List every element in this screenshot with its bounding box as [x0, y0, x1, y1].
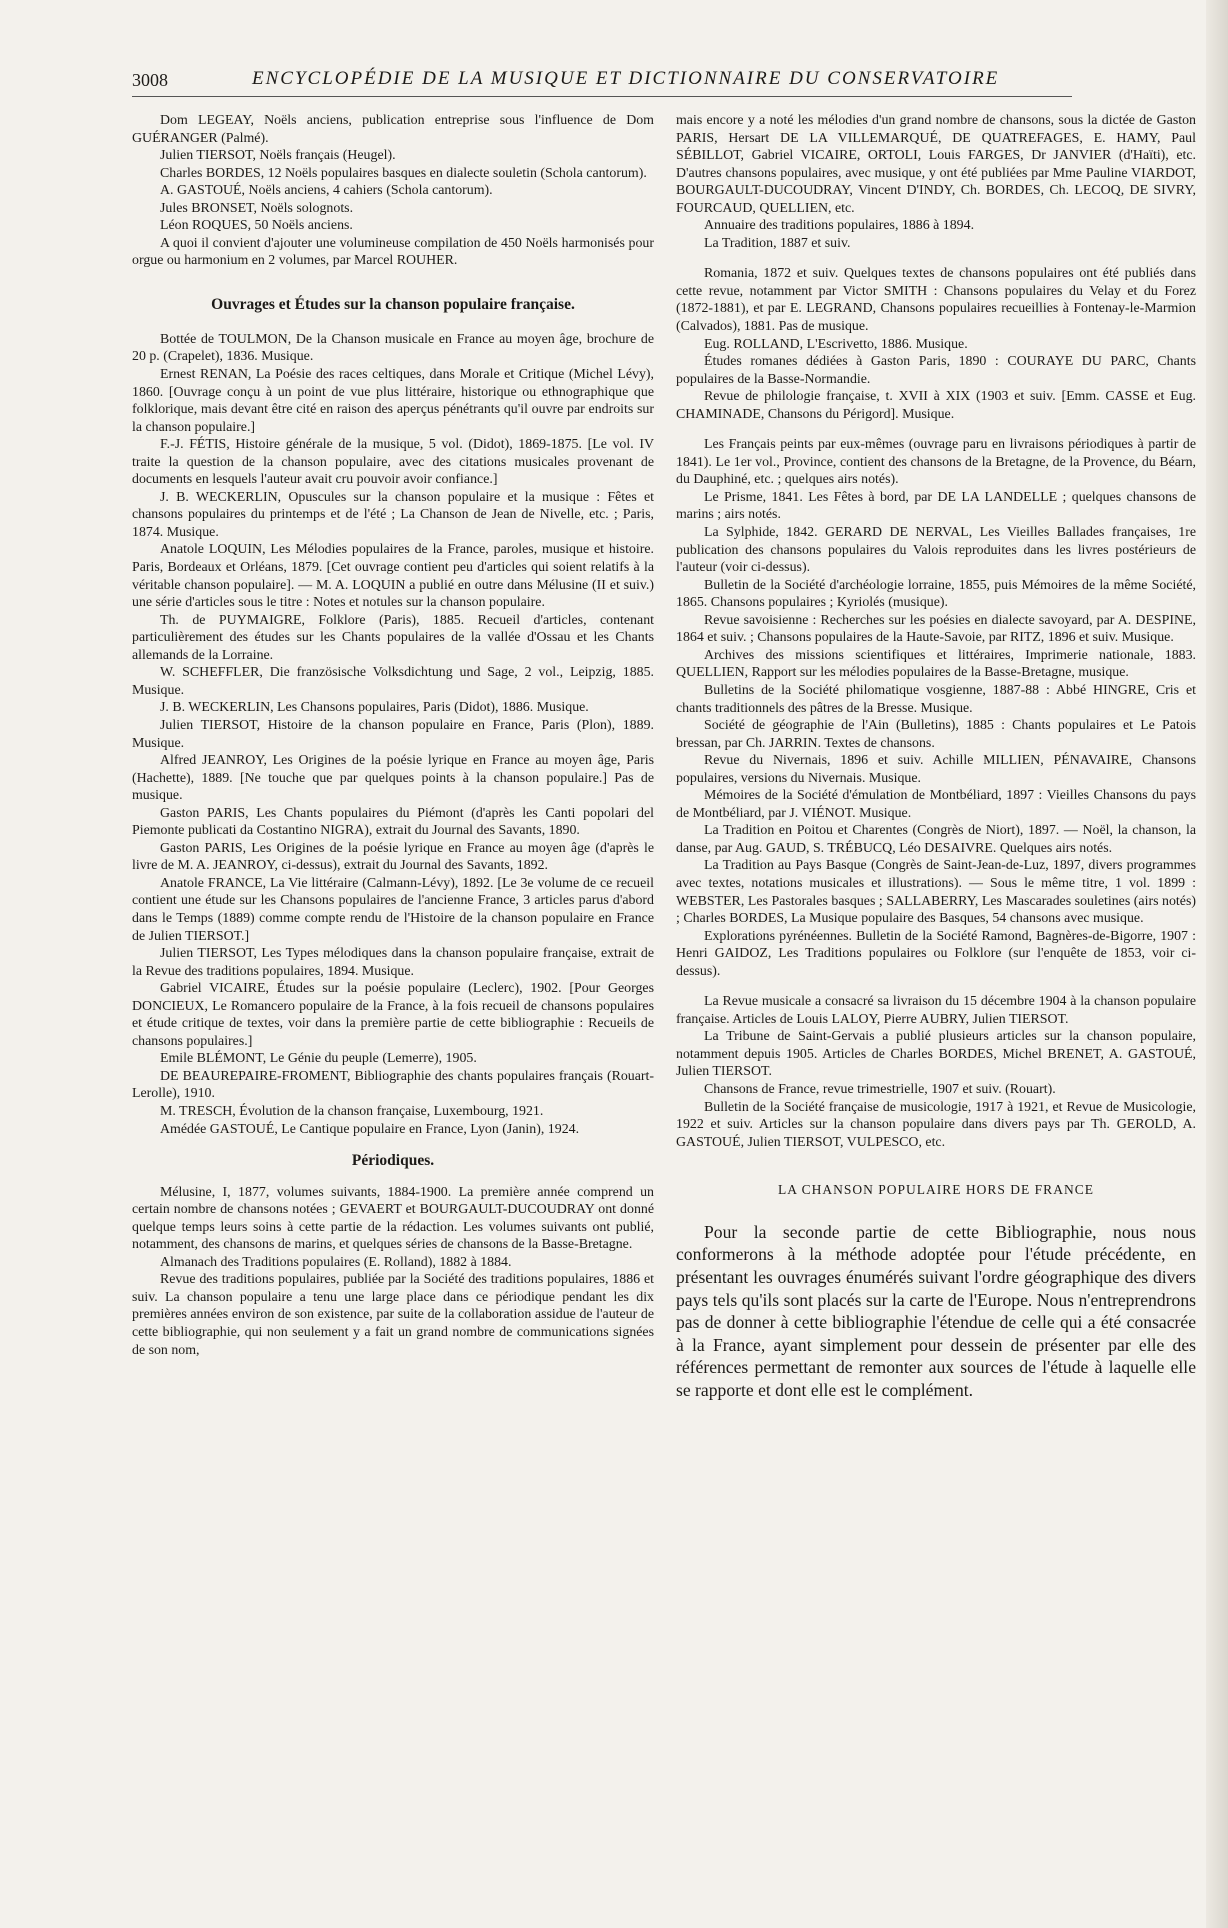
bib-entry: Th. de PUYMAIGRE, Folklore (Paris), 1885. Recueil d'articles, contenant particulièrement des études sur les Chants populaires de la vallée d'Ossau et les Chants allemands de la Lorraine. — [132, 612, 654, 663]
bib-entry: Société de géographie de l'Ain (Bulletins), 1885 : Chants populaires et Le Patois bressan, par Ch. JARRIN. Textes de chansons. — [676, 718, 1196, 751]
bib-entry: M. TRESCH, Évolution de la chanson française, Luxembourg, 1921. — [160, 1103, 544, 1119]
bib-entry: Mélusine, I, 1877, volumes suivants, 1884-1900. La première année comprend un certain nombre de chansons notées ; GEVAERT et BOURGAULT-DUCOUDRAY ont donné quelque temps leurs soins à cette partie de la rédaction. Les volumes suivants ont publié, notamment, des chansons de marins, et quelques séries de chansons de la Basse-Bretagne. — [132, 1184, 654, 1253]
bib-entry: Charles BORDES, 12 Noëls populaires basques en dialecte souletin (Schola cantorum). — [160, 165, 647, 181]
bib-entry: Julien TIERSOT, Histoire de la chanson populaire en France, Paris (Plon), 1889. Musique. — [132, 717, 654, 751]
bib-entry: Dom LEGEAY, Noëls anciens, publication entreprise sous l'influence de Dom GUÉRANGER (Palmé). — [132, 113, 654, 146]
running-title: ENCYCLOPÉDIE DE LA MUSIQUE ET DICTIONNAIRE DU CONSERVATOIRE — [252, 68, 1000, 89]
bib-entry: Études romanes dédiées à Gaston Paris, 1890 : COURAYE DU PARC, Chants populaires de la Basse-Normandie. — [676, 354, 1196, 387]
bib-entry: La Sylphide, 1842. GERARD DE NERVAL, Les Vieilles Ballades françaises, 1re publication des chansons populaires du Valois reproduites dans les livres postérieurs de l'auteur (voir ci-dessus). — [676, 525, 1196, 576]
header-rule — [132, 96, 1072, 97]
section-title-hors-de-france: LA CHANSON POPULAIRE HORS DE FRANCE — [778, 1182, 1094, 1198]
bib-entry: Léon ROQUES, 50 Noëls anciens. — [160, 218, 353, 234]
bib-entry: mais encore y a noté les mélodies d'un grand nombre de chansons, sous la dictée de Gaston PARIS, Hersart DE LA VILLEMARQUÉ, DE QUATREFAGES, E. HAMY, Paul SÉBILLOT, Gabriel VICAIRE, ORTOLI, Louis FARGES, Dr JANVIER (d'Haïti), etc. D'autres chansons populaires, avec musique, y ont été publiées par Mme Pauline VIARDOT, BOURGAULT-DUCOUDRAY, Vincent D'INDY, Ch. BORDES, Ch. LECOQ, DE SIVRY, FOURCAUD, QUELLIEN, etc. — [676, 113, 1196, 216]
bib-entry: Anatole LOQUIN, Les Mélodies populaires de la France, paroles, musique et histoire. Paris, Bordeaux et Orléans, 1879. [Cet ouvrage contient peu d'articles qui soient relatifs à la véritable chanson populaire]. — M. A. LOQUIN a publié en outre dans Mélusine (II et suiv.) une série d'articles sous le titre : Notes et notules sur la chanson populaire. — [132, 542, 654, 611]
page-number: 3008 — [132, 70, 168, 90]
bib-entry: Le Prisme, 1841. Les Fêtes à bord, par DE LA LANDELLE ; quelques chansons de marins ; airs notés. — [676, 489, 1196, 523]
bib-entry: Les Français peints par eux-mêmes (ouvrage paru en livraisons périodiques à partir de 1841). Le 1er vol., Province, contient des chansons de la Bretagne, de la Provence, du Béarn, du Dauphiné, etc. ; quelques airs notés). — [676, 437, 1196, 488]
bib-entry: Annuaire des traditions populaires, 1886 à 1894. — [704, 218, 975, 234]
bib-entry: Revue des traditions populaires, publiée par la Société des traditions populaires, 1886 et suiv. La chanson populaire a tenu une large place dans ce périodique pendant les dix premières années environ de son existence, par suite de la collaboration assidue de l'auteur de cette bibliographie, qui non seulement y a fait un grand nombre de communications signées de son nom, — [132, 1272, 654, 1358]
bib-entry: Chansons de France, revue trimestrielle, 1907 et suiv. (Rouart). — [704, 1081, 1056, 1097]
bib-entry: Mémoires de la Société d'émulation de Montbéliard, 1897 : Vieilles Chansons du pays de Montbéliard, par J. VIÉNOT. Musique. — [676, 788, 1196, 821]
bib-entry: Ernest RENAN, La Poésie des races celtiques, dans Morale et Critique (Michel Lévy), 1860. [Ouvrage conçu à un point de vue plus littéraire, historique ou ethnographique que folklorique, mais devant être cité en raison des aperçus pénétrants qu'il ouvre par endroits sur la chanson populaire.] — [132, 367, 654, 435]
section-heading-ouvrages: Ouvrages et Études sur la chanson populaire française. — [211, 295, 575, 313]
section-heading-periodiques: Périodiques. — [351, 1152, 435, 1170]
bib-entry: F.-J. FÉTIS, Histoire générale de la musique, 5 vol. (Didot), 1869-1875. [Le vol. IV traite la question de la chanson populaire, avec des citations musicales provenant de documents en lesquels l'auteur avait cru pouvoir avoir confiance.] — [132, 437, 654, 488]
bib-entry: La Tradition en Poitou et Charentes (Congrès de Niort), 1897. — Noël, la chanson, la danse, par Aug. GAUD, S. TRÉBUCQ, Léo DESAIVRE. Quelques airs notés. — [676, 823, 1196, 856]
bib-entry: Gaston PARIS, Les Origines de la poésie lyrique en France au moyen âge (d'après le livre de M. A. JEANROY, ci-dessus), extrait du Journal des Savants, 1892. — [132, 840, 654, 874]
bib-entry: Jules BRONSET, Noëls solognots. — [160, 200, 354, 216]
bib-entry: DE BEAUREPAIRE-FROMENT, Bibliographie des chants populaires français (Rouart-Lerolle), 1910. — [132, 1068, 654, 1102]
bib-entry: J. B. WECKERLIN, Opuscules sur la chanson populaire et la musique : Fêtes et chansons populaires du printemps et de l'été ; La Chanson de Jean de Nivelle, etc. ; Paris, 1874. Musique. — [132, 489, 654, 540]
bib-entry: J. B. WECKERLIN, Les Chansons populaires, Paris (Didot), 1886. Musique. — [160, 700, 589, 716]
bib-entry: Gaston PARIS, Les Chants populaires du Piémont (d'après les Canti popolari del Piemonte publicati da Costantino NIGRA), extrait du Journal des Savants, 1890. — [132, 805, 654, 839]
spacer — [676, 252, 1196, 265]
bib-entry: Bulletin de la Société d'archéologie lorraine, 1855, puis Mémoires de la même Société, 1865. Chansons populaires ; Kyriolés (musique). — [676, 577, 1196, 611]
bib-entry: Emile BLÉMONT, Le Génie du peuple (Lemerre), 1905. — [160, 1051, 477, 1067]
closing-paragraph: Pour la seconde partie de cette Bibliographie, nous nous conformerons à la méthode adoptée pour l'étude précédente, en présentant les ouvrages énumérés suivant l'ordre géographique des divers pays tels qu'ils sont placés sur la carte de l'Europe. Nous n'entreprendrons pas de donner à cette bibliographie l'étendue de celle qui a été consacrée à la France, ayant simplement pour dessein de présenter par elle des références permettant de remonter aux sources de l'étude à laquelle elle se rapporte et dont elle est le complément. — [676, 1221, 1196, 1400]
bib-entry: Explorations pyrénéennes. Bulletin de la Société Ramond, Bagnères-de-Bigorre, 1907 : Henri GAIDOZ, Les Traditions populaires ou Folklore (sur l'enquête de 1853, voir ci-dessus). — [676, 928, 1196, 979]
bib-entry: Amédée GASTOUÉ, Le Cantique populaire en France, Lyon (Janin), 1924. — [160, 1121, 580, 1137]
page-header — [132, 66, 1072, 102]
bib-entry: Bulletins de la Société philomatique vosgienne, 1887-88 : Abbé HINGRE, Cris et chants traditionnels des pâtres de la Bresse. Musique. — [676, 682, 1196, 716]
spacer — [676, 980, 1196, 993]
page-edge-shadow — [1206, 0, 1228, 1928]
bib-entry: Alfred JEANROY, Les Origines de la poésie lyrique en France au moyen âge, Paris (Hachette), 1889. [Ne touche que par quelques points à la chanson populaire.] Pas de musique. — [132, 753, 654, 804]
bib-entry: Archives des missions scientifiques et littéraires, Imprimerie nationale, 1883. QUELLIEN, Rapport sur les mélodies populaires de la Basse-Bretagne, musique. — [676, 647, 1196, 681]
bib-entry: Eug. ROLLAND, L'Escrivetto, 1886. Musique. — [704, 336, 968, 352]
right-column — [676, 112, 1196, 1401]
left-column — [132, 112, 654, 1359]
bib-entry: Bulletin de la Société française de musicologie, 1917 à 1921, et Revue de Musicologie, 1922 et suiv. Articles sur la chanson populaire dans divers pays par Th. GEROLD, A. GASTOUÉ, Julien TIERSOT, VULPESCO, etc. — [676, 1099, 1196, 1150]
spacer — [676, 423, 1196, 436]
bib-entry: W. SCHEFFLER, Die französische Volksdichtung und Sage, 2 vol., Leipzig, 1885. Musique. — [132, 665, 654, 698]
bib-entry: Revue du Nivernais, 1896 et suiv. Achille MILLIEN, PÉNAVAIRE, Chansons populaires, versions du Nivernais. Musique. — [676, 753, 1196, 786]
bib-entry: La Revue musicale a consacré sa livraison du 15 décembre 1904 à la chanson populaire française. Articles de Louis LALOY, Pierre AUBRY, Julien TIERSOT. — [676, 994, 1196, 1027]
bib-entry: Bottée de TOULMON, De la Chanson musicale en France au moyen âge, brochure de 20 p. (Crapelet), 1836. Musique. — [132, 331, 654, 365]
bib-entry: La Tradition au Pays Basque (Congrès de Saint-Jean-de-Luz, 1897, divers programmes avec textes, notations musicales et illustrations). — Sous le même titre, 1 vol. 1899 : WEBSTER, Les Pastorales basques ; SALLABERRY, Les Mascarades souletines (airs notés) ; Charles BORDES, La Musique populaire des Basques, 54 chansons avec musique. — [676, 858, 1196, 927]
bib-entry: La Tradition, 1887 et suiv. — [704, 235, 851, 251]
bib-entry: Revue savoisienne : Recherches sur les poésies en dialecte savoyard, par A. DESPINE, 1864 et suiv. ; Chansons populaires de la Haute-Savoie, par RITZ, 1896 et suiv. Musique. — [676, 612, 1196, 646]
bib-entry: La Tribune de Saint-Gervais a publié plusieurs articles sur la chanson populaire, notamment depuis 1905. Articles de Charles BORDES, Michel BRENET, A. GASTOUÉ, Julien TIERSOT. — [676, 1029, 1196, 1080]
bib-entry: Julien TIERSOT, Noëls français (Heugel). — [160, 148, 396, 164]
bib-entry: Romania, 1872 et suiv. Quelques textes de chansons populaires ont été publiés dans cette revue, notamment par Victor SMITH : Chansons populaires du Velay et du Forez (1872-1881), et par E. LEGRAND, Chansons populaires recueillies à Fontenay-le-Marmion (Calvados), 1881. Pas de musique. — [676, 266, 1196, 335]
bib-entry: Anatole FRANCE, La Vie littéraire (Calmann-Lévy), 1892. [Le 3e volume de ce recueil contient une étude sur les Chansons populaires de l'ancienne France, 3 articles parus d'abord dans le Temps (1889) comme compte rendu de l'Histoire de la chanson populaire en France de Julien TIERSOT.] — [132, 875, 654, 944]
bib-entry: Almanach des Traditions populaires (E. Rolland), 1882 à 1884. — [160, 1254, 512, 1270]
bib-entry: A. GASTOUÉ, Noëls anciens, 4 cahiers (Schola cantorum). — [160, 183, 493, 199]
bib-entry: A quoi il convient d'ajouter une volumineuse compilation de 450 Noëls harmonisés pour orgue ou harmonium en 2 volumes, par Marcel ROUHER. — [132, 235, 654, 269]
bib-entry: Gabriel VICAIRE, Études sur la poésie populaire (Leclerc), 1902. [Pour Georges DONCIEUX, Le Romancero populaire de la France, à la fois recueil de chansons populaires et étude critique de textes, voir dans la première partie de cette bibliographie : Recueils de chansons populaires.] — [132, 981, 654, 1049]
bib-entry: Julien TIERSOT, Les Types mélodiques dans la chanson populaire française, extrait de la Revue des traditions populaires, 1894. Musique. — [132, 946, 654, 979]
bib-entry: Revue de philologie française, t. XVII à XIX (1903 et suiv. [Emm. CASSE et Eug. CHAMINADE, Chansons du Périgord]. Musique. — [676, 389, 1196, 422]
